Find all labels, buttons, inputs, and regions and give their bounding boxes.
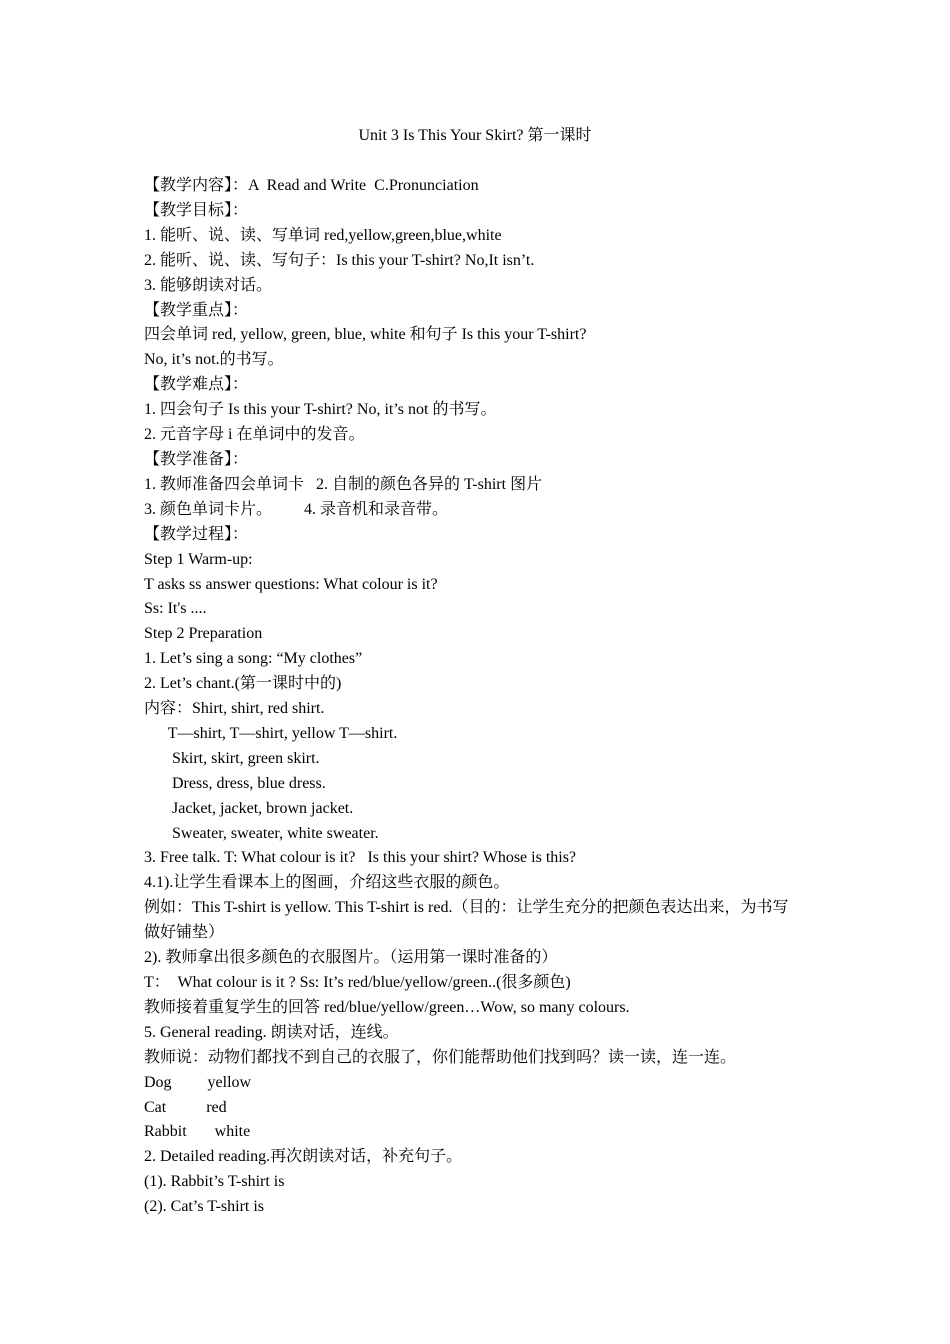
text-line: 教师说：动物们都找不到自己的衣服了，你们能帮助他们找到吗？读一读，连一连。: [144, 1048, 737, 1066]
text-line: Dog yellow: [144, 1073, 252, 1091]
text-line: Dress, dress, blue dress.: [144, 774, 326, 792]
text-line: T—shirt, T—shirt, yellow T—shirt.: [144, 724, 398, 742]
text-line: 2. 元音字母 i 在单词中的发音。: [144, 426, 365, 444]
text-line: 3. Free talk. T: What colour is it? Is this your shirt? Whose is this?: [144, 849, 577, 867]
text-line: T asks ss answer questions: What colour is it?: [144, 575, 438, 593]
text-line: No, it’s not.的书写。: [144, 351, 284, 369]
document-title: Unit 3 Is This Your Skirt? 第一课时: [358, 127, 592, 144]
text-line: 2). 教师拿出很多颜色的衣服图片。（运用第一课时准备的）: [144, 949, 558, 967]
text-line: 3. 能够朗读对话。: [144, 276, 273, 294]
text-line: Jacket, jacket, brown jacket.: [144, 799, 354, 817]
text-line: 5. General reading. 朗读对话，连线。: [144, 1023, 399, 1041]
text-line: 例如：This T-shirt is yellow. This T-shirt is red.（目的：让学生充分的把颜色表达出来，为书写: [144, 899, 789, 917]
text-line: (1). Rabbit’s T-shirt is: [144, 1173, 285, 1191]
text-line: 【教学准备】：: [144, 450, 249, 468]
text-line: Ss: It's ....: [144, 600, 207, 618]
text-line: 1. 能听、说、读、写单词 red,yellow,green,blue,white: [144, 226, 502, 244]
text-line: 2. Detailed reading.再次朗读对话，补充句子。: [144, 1148, 463, 1166]
text-line: 做好铺垫）: [144, 924, 225, 942]
document-body: [144, 174, 816, 1220]
text-line: T： What colour is it ? Ss: It’s red/blue/yellow/green..(很多颜色): [144, 974, 571, 991]
text-line: 【教学过程】：: [144, 525, 249, 543]
text-line: 内容：Shirt, shirt, red shirt.: [144, 700, 325, 718]
text-line: (2). Cat’s T-shirt is: [144, 1198, 265, 1216]
text-line: 四会单词 red, yellow, green, blue, white 和句子 Is this your T-shirt?: [144, 326, 587, 344]
text-line: 1. 教师准备四会单词卡 2. 自制的颜色各异的 T-shirt 图片: [144, 475, 543, 493]
text-line: Step 2 Preparation: [144, 625, 263, 643]
text-line: 【教学内容】：A Read and Write C.Pronunciation: [144, 177, 479, 194]
text-line: 【教学重点】：: [144, 301, 249, 319]
text-line: Cat red: [144, 1098, 227, 1116]
text-line: 4.1).让学生看课本上的图画，介绍这些衣服的颜色。: [144, 874, 510, 892]
text-line: Sweater, sweater, white sweater.: [144, 824, 379, 842]
text-line: 1. 四会句子 Is this your T-shirt? No, it’s not 的书写。: [144, 401, 497, 419]
text-line: 3. 颜色单词卡片。 4. 录音机和录音带。: [144, 500, 449, 518]
text-line: Skirt, skirt, green skirt.: [144, 749, 320, 767]
text-line: Step 1 Warm-up:: [144, 550, 253, 568]
text-line: 2. Let’s chant.(第一课时中的): [144, 675, 342, 693]
text-line: 1. Let’s sing a song: “My clothes”: [144, 650, 363, 668]
text-line: 【教学难点】：: [144, 376, 249, 394]
text-line: Rabbit white: [144, 1123, 251, 1141]
text-line: 教师接着重复学生的回答 red/blue/yellow/green…Wow, so many colours.: [144, 998, 630, 1016]
text-line: 2. 能听、说、读、写句子：Is this your T-shirt? No,It isn’t.: [144, 251, 535, 269]
text-line: 【教学目标】：: [144, 201, 249, 219]
